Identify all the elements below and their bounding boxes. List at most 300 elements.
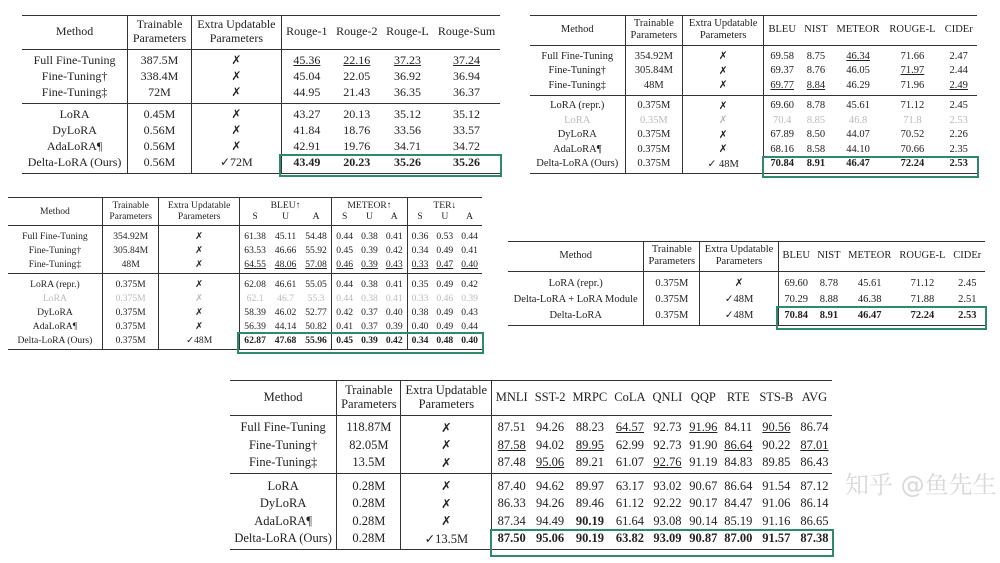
metric-value-cell: 94.26	[536, 420, 565, 434]
row-group	[8, 274, 482, 350]
metric-subheader: U	[270, 211, 300, 226]
metric-value-cell: 89.21	[575, 455, 604, 469]
metric-value-cell: 46.02	[274, 306, 297, 318]
data-table	[530, 15, 977, 174]
metric-subheader: S	[239, 211, 270, 226]
metric-value-cell: 8.50	[806, 129, 826, 141]
metric-value-cell: 87.40	[492, 474, 531, 495]
data-table	[230, 380, 832, 550]
metric-value-cell: 87.58	[497, 437, 526, 452]
params-cell: 0.375M	[625, 157, 683, 174]
metric-value-cell: 44.14	[274, 320, 297, 332]
params-cell: 0.28M	[337, 530, 401, 550]
table-header	[530, 16, 977, 46]
metric-value-cell: 64.55	[244, 258, 266, 270]
extra-params-cell: ✗	[191, 69, 281, 85]
column-header	[649, 381, 686, 416]
method-cell: LoRA (repr.)	[508, 272, 644, 292]
metric-value-cell: 0.46	[336, 258, 354, 270]
table-row	[230, 415, 832, 436]
metric-value-cell: 0.49	[436, 320, 454, 332]
metric-value-cell: 2.49	[949, 79, 968, 91]
metric-value-cell: 0.45	[336, 244, 354, 256]
column-header-label: CIDEr	[944, 24, 973, 36]
metric-value-cell: 71.66	[900, 50, 925, 62]
row-group	[508, 272, 985, 326]
row-group	[230, 415, 832, 474]
extra-params-cell: ✗	[191, 85, 281, 104]
row-group	[22, 49, 500, 103]
metric-value-cell: 71.97	[900, 65, 925, 77]
metric-value-cell: 0.53	[436, 230, 454, 242]
column-header	[683, 16, 764, 46]
column-header	[492, 381, 531, 416]
table-row	[22, 69, 500, 85]
params-cell: 48M	[102, 257, 159, 274]
metric-value-cell: 91.90	[689, 437, 718, 452]
params-cell: 0.375M	[102, 319, 159, 333]
extra-params-cell: ✗	[401, 415, 492, 436]
method-cell: Fine-Tuning‡	[530, 78, 625, 95]
metric-value-cell: 95.06	[536, 455, 565, 469]
params-cell: 0.28M	[337, 495, 401, 513]
metric-value-cell: 88.23	[575, 420, 604, 434]
metric-value-cell: 8.78	[800, 95, 832, 113]
metric-value-cell: 90.22	[762, 437, 791, 452]
metric-value-cell: 0.41	[336, 320, 354, 332]
column-header	[530, 16, 625, 46]
metric-value-cell: 91.96	[689, 420, 718, 434]
column-header	[401, 381, 492, 416]
column-header-label: AVG	[801, 390, 828, 405]
extra-params-cell: ✗	[683, 128, 764, 143]
table-row	[230, 512, 832, 530]
column-header	[8, 198, 102, 226]
metric-value-cell: 0.34	[411, 244, 429, 256]
metric-value-cell: 0.38	[357, 274, 382, 292]
metric-value-cell: 35.12	[433, 103, 500, 123]
column-header-label: Parameters	[699, 30, 747, 42]
metric-value-cell: 70.29	[784, 293, 809, 305]
metric-value-cell: 0.36	[411, 230, 429, 242]
data-table	[8, 197, 482, 350]
metric-value-cell: 87.50	[497, 531, 526, 545]
method-cell: Delta-LoRA (Ours)	[530, 157, 625, 174]
extra-params-cell: ✗	[683, 142, 764, 157]
metric-value-cell: 63.53	[244, 244, 266, 256]
metric-value-cell: 0.47	[436, 258, 454, 270]
params-cell: 0.45M	[128, 103, 192, 123]
metric-value-cell: 0.49	[436, 244, 454, 256]
metric-value-cell: 20.23	[343, 155, 371, 170]
metric-value-cell: 45.61	[832, 95, 885, 113]
table-row	[8, 257, 482, 274]
metric-value-cell: 34.71	[393, 139, 421, 154]
metric-value-cell: 8.78	[819, 277, 839, 289]
metric-value-cell: 92.22	[653, 496, 682, 510]
params-cell: 72M	[128, 85, 192, 104]
extra-params-cell: ✓48M	[700, 307, 779, 326]
metric-value-cell: 20.13	[332, 103, 382, 123]
table-row	[530, 157, 977, 174]
table-e2e-nlg-results	[530, 15, 977, 174]
method-cell: Delta-LoRA (Ours)	[22, 155, 128, 174]
metric-value-cell: 0.38	[361, 230, 378, 242]
metric-value-cell: 70.84	[784, 309, 809, 321]
metric-value-cell: 90.17	[689, 496, 718, 510]
row-group	[22, 103, 500, 173]
metric-value-cell: 86.64	[721, 474, 756, 495]
table-row	[8, 319, 482, 333]
table-row	[22, 155, 500, 174]
method-cell: LoRA (repr.)	[8, 274, 102, 292]
metric-value-cell: 89.95	[575, 437, 604, 452]
metric-value-cell: 62.99	[615, 437, 644, 452]
column-header-label: SST-2	[534, 390, 566, 405]
column-header-label: Trainable	[633, 18, 674, 29]
table-row	[230, 474, 832, 495]
params-cell: 118.87M	[337, 415, 401, 436]
metric-value-cell: 0.42	[382, 243, 407, 257]
metric-value-cell: 90.19	[575, 531, 604, 545]
extra-params-cell: ✓ 48M	[683, 157, 764, 174]
column-header-label: ROUGE-L	[899, 250, 946, 262]
method-cell: Fine-Tuning†	[530, 64, 625, 79]
watermark: 知乎 @鱼先生	[845, 471, 997, 499]
column-header	[508, 242, 644, 272]
table-row	[530, 95, 977, 113]
metric-value-cell: 0.40	[382, 305, 407, 319]
extra-params-cell: ✗	[683, 113, 764, 128]
column-header-label: Method	[55, 23, 94, 38]
metric-value-cell: 0.42	[336, 306, 354, 318]
metric-value-cell: 70.52	[900, 129, 925, 141]
column-header-label: QQP	[690, 390, 716, 405]
table-row	[508, 291, 985, 307]
method-cell: Full Fine-Tuning	[230, 415, 337, 436]
header-row	[508, 242, 985, 272]
table-row	[8, 243, 482, 257]
extra-params-cell: ✗	[191, 123, 281, 139]
method-cell: Full Fine-Tuning	[8, 226, 102, 244]
metric-value-cell: 0.33	[411, 292, 429, 304]
metric-value-cell: 8.91	[819, 309, 839, 321]
extra-params-cell: ✗	[700, 272, 779, 292]
metric-value-cell: 90.67	[686, 474, 721, 495]
metric-value-cell: 2.51	[958, 293, 977, 305]
method-cell: DyLoRA	[530, 128, 625, 143]
column-header-label: NIST	[804, 24, 828, 36]
metric-value-cell: 64.57	[615, 420, 644, 434]
metric-value-cell: 56.39	[244, 320, 266, 332]
column-header	[800, 16, 832, 46]
metric-value-cell: 92.73	[653, 437, 682, 452]
metric-value-cell: 0.44	[332, 274, 357, 292]
table-row	[530, 46, 977, 64]
metric-value-cell: 0.48	[436, 334, 454, 346]
extra-params-cell: ✗	[159, 274, 239, 292]
metric-value-cell: 87.48	[497, 455, 526, 469]
metric-value-cell: 86.14	[800, 496, 829, 510]
params-cell: 48M	[625, 78, 683, 95]
metric-value-cell: 22.05	[343, 69, 371, 84]
column-header-label: Parameters	[630, 30, 678, 42]
metric-subheader: A	[301, 211, 332, 226]
metric-value-cell: 35.26	[453, 155, 481, 170]
column-header	[102, 198, 159, 226]
metric-value-cell: 45.61	[857, 277, 882, 289]
metric-value-cell: 63.17	[611, 474, 649, 495]
method-cell: Delta-LoRA (Ours)	[230, 530, 337, 550]
metric-value-cell: 86.43	[800, 455, 829, 469]
metric-value-cell: 35.26	[393, 155, 421, 170]
metric-value-cell: 48.06	[274, 258, 297, 270]
metric-value-cell: 52.77	[301, 305, 332, 319]
metric-value-cell: 0.40	[461, 258, 478, 270]
table-row	[530, 142, 977, 157]
column-header-label: NIST	[817, 250, 841, 262]
metric-value-cell: 0.43	[382, 257, 407, 274]
column-header	[797, 381, 832, 416]
metric-value-cell: 8.88	[819, 293, 839, 305]
metric-value-cell: 55.96	[301, 333, 332, 350]
metric-value-cell: 55.3	[301, 291, 332, 305]
metric-value-cell: 42.91	[293, 139, 321, 154]
metric-value-cell: 86.64	[724, 437, 753, 452]
extra-params-cell: ✗	[401, 495, 492, 513]
column-header-label: Rouge-1	[286, 23, 328, 38]
table-row	[8, 305, 482, 319]
metric-value-cell: 44.95	[293, 85, 321, 100]
column-header	[832, 16, 885, 46]
method-cell: LoRA	[22, 103, 128, 123]
metric-value-cell: 44.07	[846, 129, 870, 141]
method-cell: DyLoRA	[230, 495, 337, 513]
column-header-label: RTE	[726, 390, 750, 405]
metric-value-cell: 45.04	[293, 69, 321, 84]
table-row	[530, 113, 977, 128]
params-cell: 338.4M	[128, 69, 192, 85]
method-cell: AdaLoRA¶	[8, 319, 102, 333]
column-header	[940, 16, 977, 46]
table-row	[230, 454, 832, 474]
table-row	[230, 495, 832, 513]
column-header	[625, 16, 683, 46]
table-row	[8, 333, 482, 350]
metric-value-cell: 91.57	[762, 531, 791, 545]
column-header-label: Method	[40, 205, 70, 217]
metric-value-cell: 90.19	[575, 513, 604, 528]
metric-value-cell: 93.08	[653, 513, 682, 528]
table-row	[22, 123, 500, 139]
params-cell: 0.375M	[102, 305, 159, 319]
column-header	[611, 381, 649, 416]
metric-value-cell: 46.8	[848, 114, 868, 126]
metric-value-cell: 55.92	[301, 243, 332, 257]
metric-value-cell: 94.02	[536, 437, 565, 452]
extra-params-cell: ✗	[191, 139, 281, 155]
metric-group-header: METEOR↑	[332, 198, 407, 212]
metric-value-cell: 8.91	[806, 158, 826, 170]
params-cell: 0.375M	[644, 291, 700, 307]
params-cell: 305.84M	[625, 64, 683, 79]
params-cell: 0.375M	[625, 128, 683, 143]
params-cell: 0.56M	[128, 139, 192, 155]
metric-value-cell: 37.24	[453, 53, 481, 68]
column-header-label: Extra Updatable	[688, 18, 758, 29]
metric-value-cell: 46.47	[846, 158, 870, 170]
column-header-label: Parameters	[418, 397, 475, 412]
metric-value-cell: 89.46	[575, 496, 604, 510]
metric-subheader: S	[332, 211, 357, 226]
method-cell: DyLoRA	[8, 305, 102, 319]
params-cell: 0.28M	[337, 512, 401, 530]
metric-subheader: A	[457, 211, 482, 226]
column-header-label: Extra Updatable	[167, 200, 231, 211]
metric-value-cell: 46.29	[846, 79, 870, 91]
table-row	[22, 103, 500, 123]
metric-value-cell: 89.97	[569, 474, 611, 495]
metric-value-cell: 0.39	[361, 334, 378, 346]
extra-params-cell: ✗	[159, 243, 239, 257]
column-header	[764, 16, 800, 46]
method-cell: Full Fine-Tuning	[22, 49, 128, 69]
column-header	[433, 16, 500, 50]
metric-value-cell: 71.88	[910, 293, 935, 305]
metric-value-cell: 0.49	[432, 274, 457, 292]
metric-value-cell: 69.58	[770, 50, 794, 62]
row-group	[230, 474, 832, 550]
params-cell: 354.92M	[625, 46, 683, 64]
metric-value-cell: 0.46	[436, 292, 454, 304]
column-header	[756, 381, 797, 416]
column-header	[191, 16, 281, 50]
column-header-label: METEOR	[836, 24, 880, 36]
metric-value-cell: 0.35	[407, 274, 432, 292]
metric-value-cell: 90.87	[689, 531, 718, 545]
metric-value-cell: 54.48	[301, 226, 332, 244]
table-header	[508, 242, 985, 272]
table-glue-results	[230, 380, 832, 550]
metric-value-cell: 61.07	[615, 455, 644, 469]
metric-value-cell: 70.84	[770, 158, 794, 170]
metric-value-cell: 84.83	[724, 455, 753, 469]
metric-value-cell: 0.41	[382, 274, 407, 292]
table-row	[530, 78, 977, 95]
metric-value-cell: 90.14	[689, 513, 718, 528]
method-cell: Fine-Tuning†	[230, 436, 337, 454]
column-header-label: QNLI	[652, 390, 683, 405]
extra-params-cell: ✗	[401, 454, 492, 474]
params-cell: 0.56M	[128, 123, 192, 139]
metric-value-cell: 46.05	[846, 65, 870, 77]
metric-value-cell: 2.45	[958, 277, 977, 289]
metric-value-cell: 0.43	[461, 306, 478, 318]
metric-value-cell: 46.47	[857, 309, 882, 321]
metric-value-cell: 94.26	[536, 496, 565, 510]
metric-value-cell: 63.82	[615, 531, 644, 545]
metric-value-cell: 35.12	[382, 103, 433, 123]
table-row	[22, 49, 500, 69]
metric-value-cell: 44.10	[846, 143, 870, 155]
metric-value-cell: 0.42	[382, 333, 407, 350]
method-cell: LoRA	[530, 113, 625, 128]
metric-value-cell: 61.12	[615, 496, 644, 510]
metric-value-cell: 93.02	[649, 474, 686, 495]
method-cell: Delta-LoRA (Ours)	[8, 333, 102, 350]
extra-params-cell: ✗	[401, 512, 492, 530]
column-header	[950, 242, 985, 272]
metric-value-cell: 91.19	[689, 455, 718, 469]
method-cell: LoRA	[8, 291, 102, 305]
column-header	[531, 381, 569, 416]
column-header	[332, 16, 382, 50]
table-row	[508, 307, 985, 326]
column-header-label: Trainable	[112, 200, 149, 211]
params-cell: 0.375M	[625, 142, 683, 157]
column-header-label: Method	[559, 250, 593, 262]
metric-value-cell: 46.66	[274, 244, 297, 256]
metric-subheader: A	[382, 211, 407, 226]
column-header	[778, 242, 813, 272]
metric-value-cell: 87.00	[724, 531, 753, 545]
metric-value-cell: 0.40	[461, 334, 478, 346]
column-header-label: Extra Updatable	[704, 244, 774, 255]
column-header-label: Extra Updatable	[197, 17, 276, 31]
column-header	[884, 16, 940, 46]
metric-value-cell: 0.45	[336, 334, 354, 346]
params-cell: 0.375M	[102, 291, 159, 305]
method-cell: Fine-Tuning‡	[230, 454, 337, 474]
metric-group-header: TER↓	[433, 200, 457, 211]
column-header-label: MRPC	[572, 390, 608, 405]
metric-value-cell: 0.34	[411, 334, 429, 346]
params-cell: 305.84M	[102, 243, 159, 257]
extra-params-cell: ✗	[159, 291, 239, 305]
column-header	[382, 16, 433, 50]
metric-value-cell: 0.39	[382, 319, 407, 333]
params-cell: 82.05M	[337, 436, 401, 454]
metric-value-cell: 0.41	[382, 226, 407, 244]
metric-value-cell: 0.33	[411, 258, 429, 270]
method-cell: Full Fine-Tuning	[530, 46, 625, 64]
metric-value-cell: 62.1	[246, 292, 264, 304]
metric-value-cell: 0.37	[361, 320, 378, 332]
metric-value-cell: 71.12	[910, 277, 935, 289]
metric-value-cell: 0.37	[361, 306, 378, 318]
metric-value-cell: 95.06	[536, 531, 565, 545]
metric-value-cell: 2.26	[949, 129, 968, 141]
metric-value-cell: 85.19	[724, 513, 753, 528]
metric-value-cell: 91.16	[762, 513, 791, 528]
column-header	[230, 381, 337, 416]
metric-value-cell: 94.62	[531, 474, 569, 495]
method-cell: Fine-Tuning‡	[8, 257, 102, 274]
params-cell: 0.28M	[337, 474, 401, 495]
metric-value-cell: 86.65	[800, 513, 829, 528]
metric-value-cell: 69.37	[770, 65, 794, 77]
extra-params-cell: ✗	[159, 226, 239, 244]
metric-value-cell: 46.38	[857, 293, 882, 305]
metric-value-cell: 43.27	[281, 103, 331, 123]
metric-value-cell: 68.16	[770, 143, 794, 155]
metric-subheader: S	[407, 211, 432, 226]
metric-value-cell: 43.49	[293, 155, 321, 170]
metric-value-cell: 41.84	[293, 123, 321, 138]
method-cell: LoRA	[230, 474, 337, 495]
metric-value-cell: 33.57	[453, 123, 481, 138]
metric-value-cell: 70.4	[773, 114, 792, 126]
